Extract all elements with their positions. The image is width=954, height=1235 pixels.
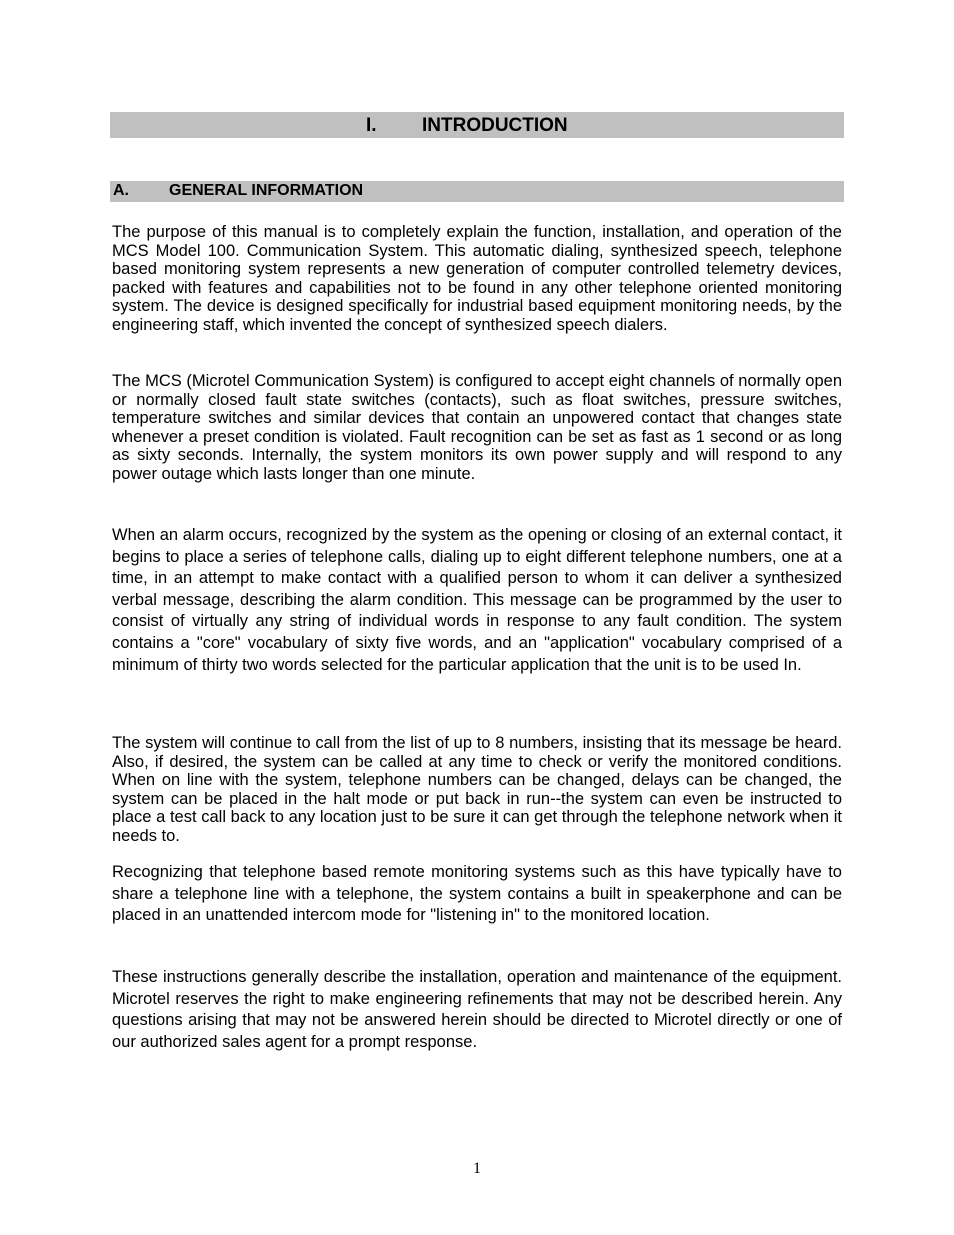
paragraph-speakerphone: Recognizing that telephone based remote monitoring systems such as this have typically have to share a telephone line with a telephone, the system contains a built in speakerphone and can be placed in an unattended intercom mode for "listening in" to the monitored location. (112, 863, 842, 925)
paragraph-instructions: These instructions generally describe the installation, operation and maintenance of the equipment. Microtel reserves the right to make engineering refinements that may not be described herein. Any questions arising that may not be answered herein should be directed to Microtel directly or one of our authorized sales agent for a prompt response. (112, 968, 842, 1051)
section-number: A. (113, 182, 129, 199)
chapter-title: INTRODUCTION (422, 115, 568, 136)
section-title: GENERAL INFORMATION (169, 182, 364, 199)
paragraph-purpose: The purpose of this manual is to completely explain the function, installation, and operation of the MCS Model 100. Communication System. This automatic dialing, synthesized speech, telephone based monitoring system represents a new generation of computer controlled telemetry devices, packed with features and capabilities not to be found in any other telephone oriented monitoring system. The device is designed specifically for industrial based equipment monitoring needs, by the engineering staff, which invented the concept of synthesized speech dialers. (112, 223, 842, 334)
paragraph-calling: The system will continue to call from the list of up to 8 numbers, insisting that its message be heard. Also, if desired, the system can be called at any time to check or verify the monitored conditions. When on line with the system, telephone numbers can be changed, delays can be changed, the system can be placed in the halt mode or put back in run--the system can even be instructed to place a test call back to any location just to be sure it can get through the telephone network when it needs to. (112, 734, 842, 845)
chapter-heading (110, 112, 844, 138)
paragraph-channels: The MCS (Microtel Communication System) is configured to accept eight channels of normally open or normally closed fault state switches (contacts), such as float switches, pressure switches, temperature switches and similar devices that contain an unpowered contact that changes state whenever a preset condition is violated. Fault recognition can be set as fast as 1 second or as long as sixty seconds. Internally, the system monitors its own power supply and will respond to any power outage which lasts longer than one minute. (112, 372, 842, 483)
page-number: 1 (473, 1160, 481, 1177)
chapter-number: I. (366, 115, 377, 136)
section-heading (110, 181, 844, 202)
paragraph-alarm: When an alarm occurs, recognized by the system as the opening or closing of an external contact, it begins to place a series of telephone calls, dialing up to eight different telephone numbers, one at a time, in an attempt to make contact with a qualified person to whom it can deliver a synthesized verbal message, describing the alarm condition. This message can be programmed by the user to consist of virtually any string of individual words in response to any fault condition. The system contains a "core" vocabulary of sixty five words, and an "application" vocabulary comprised of a minimum of thirty two words selected for the particular application that the unit is to be used In. (112, 526, 842, 674)
